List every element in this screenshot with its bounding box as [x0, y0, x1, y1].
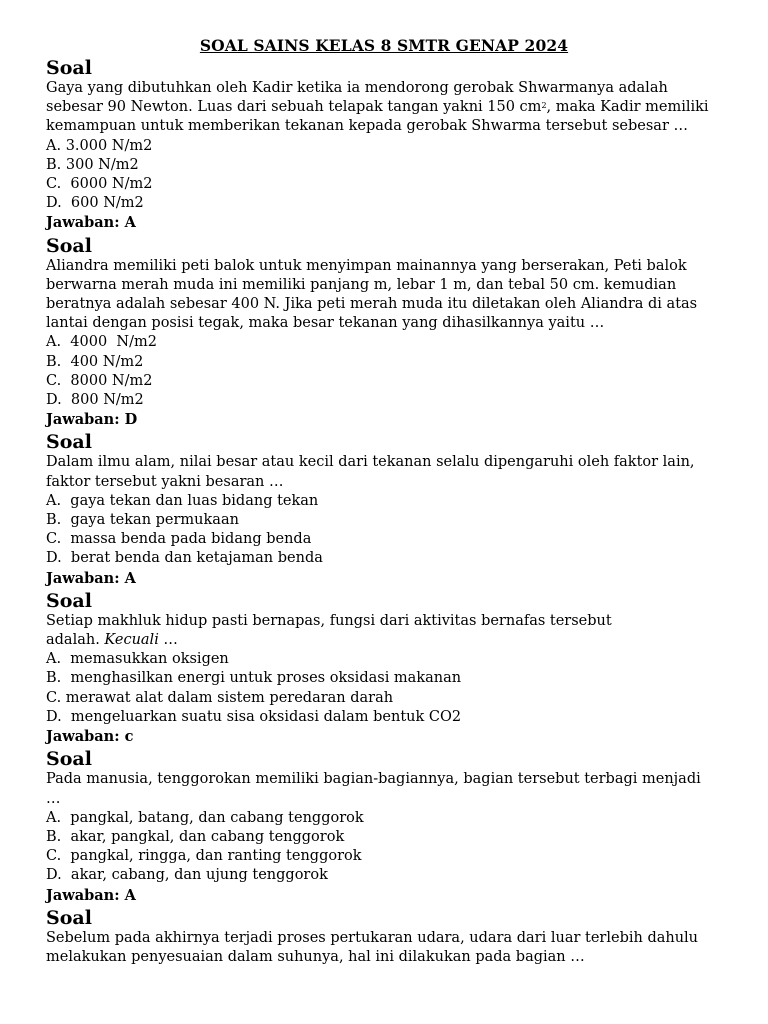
superscript: 2	[541, 101, 547, 111]
question-text-fragment: adalah.	[46, 632, 105, 649]
question-text-line: melakukan penyesuaian dalam suhunya, hal ini dilakukan pada bagian …	[46, 948, 585, 965]
question-text-line: …	[46, 790, 61, 807]
question-text-line: Aliandra memiliki peti balok untuk menyimpan mainannya yang berserakan, Peti balok	[46, 257, 687, 274]
question-text-line: beratnya adalah sebesar 400 N. Jika peti merah muda itu diletakan oleh Aliandra di atas	[46, 296, 698, 313]
question-5	[46, 748, 722, 904]
question-4	[46, 590, 722, 746]
option-c: C. 6000 N/m2	[46, 176, 153, 193]
question-heading: Soal	[46, 234, 92, 257]
question-1	[46, 57, 722, 233]
italic-exception-word: Kecuali	[104, 632, 159, 649]
question-6	[46, 907, 722, 967]
question-text-line: kemampuan untuk memberikan tekanan kepada gerobak Shwarma tersebut sebesar …	[46, 118, 688, 135]
question-text-line: faktor tersebut yakni besaran …	[46, 473, 284, 490]
option-b: B. akar, pangkal, dan cabang tenggorok	[46, 828, 345, 845]
option-b: B. menghasilkan energi untuk proses oksidasi makanan	[46, 670, 462, 687]
question-text-line	[46, 98, 722, 117]
question-text-line: Pada manusia, tenggorokan memiliki bagian-bagiannya, bagian tersebut terbagi menjadi	[46, 771, 701, 788]
option-d: D. berat benda dan ketajaman benda	[46, 550, 323, 567]
option-a: A. pangkal, batang, dan cabang tenggorok	[46, 809, 364, 826]
answer-key: Jawaban: c	[46, 728, 134, 746]
question-text-line	[46, 631, 722, 650]
option-a: A. 4000 N/m2	[46, 334, 157, 351]
question-heading: Soal	[46, 57, 92, 79]
question-text-fragment: , maka Kadir memiliki	[546, 99, 709, 116]
answer-key: Jawaban: D	[46, 411, 138, 429]
question-heading: Soal	[46, 589, 92, 612]
option-b: B. 300 N/m2	[46, 156, 139, 173]
question-text-line: Gaya yang dibutuhkan oleh Kadir ketika ia mendorong gerobak Shwarmanya adalah	[46, 80, 668, 96]
question-heading: Soal	[46, 748, 92, 771]
option-a: A. memasukkan oksigen	[46, 651, 229, 668]
question-text-line: lantai dengan posisi tegak, maka besar tekanan yang dihasilkannya yaitu …	[46, 315, 605, 332]
option-d: D. mengeluarkan suatu sisa oksidasi dalam bentuk CO2	[46, 708, 462, 725]
question-text-line: Sebelum pada akhirnya terjadi proses pertukaran udara, udara dari luar terlebih dahulu	[46, 929, 699, 946]
question-2	[46, 235, 722, 430]
document-title: SOAL SAINS KELAS 8 SMTR GENAP 2024	[199, 36, 569, 55]
option-b: B. gaya tekan permukaan	[46, 512, 239, 529]
question-text-fragment: sebesar 90 Newton. Luas dari sebuah telapak tangan yakni 150 cm	[46, 99, 542, 116]
option-d: D. akar, cabang, dan ujung tenggorok	[46, 867, 328, 884]
answer-key: Jawaban: A	[46, 214, 136, 232]
question-text-fragment: …	[158, 632, 178, 649]
question-heading: Soal	[46, 431, 92, 454]
option-c: C. 8000 N/m2	[46, 372, 153, 389]
answer-key: Jawaban: A	[46, 569, 136, 587]
option-d: D. 800 N/m2	[46, 392, 144, 409]
question-text-line: berwarna merah muda ini memiliki panjang m, lebar 1 m, dan tebal 50 cm. kemudian	[46, 276, 677, 293]
question-text-line: Dalam ilmu alam, nilai besar atau kecil dari tekanan selalu dipengaruhi oleh faktor lain,	[46, 454, 695, 471]
option-c: C. massa benda pada bidang benda	[46, 531, 312, 548]
option-c: C. merawat alat dalam sistem peredaran darah	[46, 689, 394, 706]
option-c: C. pangkal, ringga, dan ranting tenggorok	[46, 848, 362, 865]
option-a: A. 3.000 N/m2	[46, 137, 153, 154]
question-heading: Soal	[46, 906, 92, 929]
option-a: A. gaya tekan dan luas bidang tekan	[46, 492, 319, 509]
question-text-line: Setiap makhluk hidup pasti bernapas, fungsi dari aktivitas bernafas tersebut	[46, 612, 612, 629]
question-3	[46, 431, 722, 587]
option-b: B. 400 N/m2	[46, 353, 144, 370]
option-d: D. 600 N/m2	[46, 195, 144, 212]
answer-key: Jawaban: A	[46, 886, 136, 904]
